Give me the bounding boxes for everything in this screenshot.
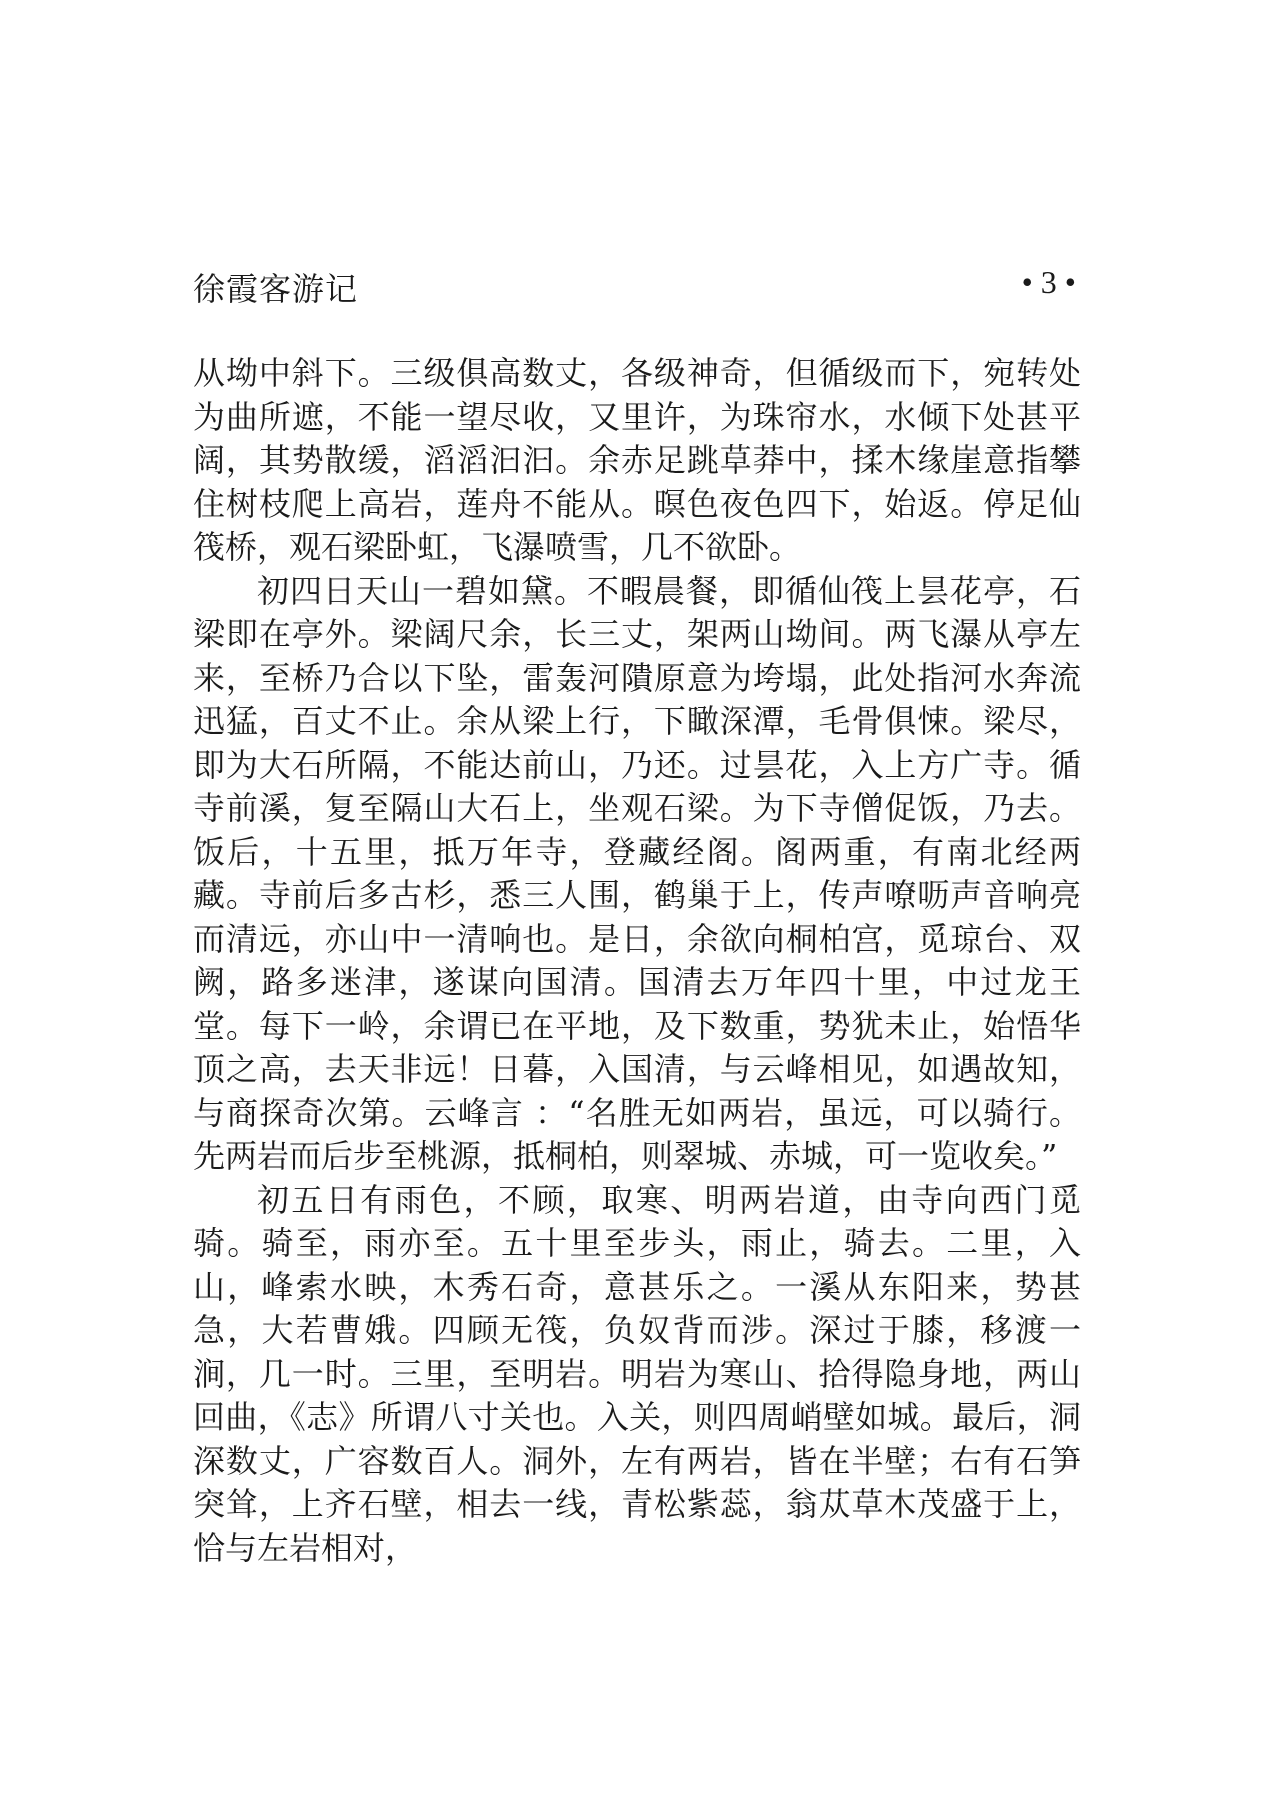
running-header [193,264,1076,308]
book-title: 徐霞客游记 [193,270,359,308]
body-text [193,352,1081,1570]
paragraph-day-five: 初五日有雨色，不顾，取寒、明两岩道，由寺向西门觅骑。骑至，雨亦至。五十里至步头，雨止，骑去。二里，入山，峰索水映，木秀石奇，意甚乐之。一溪从东阳来，势甚急，大若曹娥。四顾无筏，负奴背而涉。深过于膝，移渡一涧，几一时。三里，至明岩。明岩为寒山、拾得隐身地，两山回曲，《志》所谓八寸关也。入关，则四周峭壁如城。最后，洞深数丈，广容数百人。洞外，左有两岩，皆在半壁；右有石笋突耸，上齐石壁，相去一线，青松紫蕊，翁苁草木茂盛于上，恰与左岩相对， [193,1180,1081,1567]
paragraph-day-four: 初四日天山一碧如黛。不暇晨餐，即循仙筏上昙花亭，石梁即在亭外。梁阔尺余，长三丈，架两山坳间。两飞瀑从亭左来，至桥乃合以下坠，雷轰河隤原意为垮塌，此处指河水奔流迅猛，百丈不止。余从梁上行，下瞰深潭，毛骨俱悚。梁尽，即为大石所隔，不能达前山，乃还。过昙花，入上方广寺。循寺前溪，复至隔山大石上，坐观石梁。为下寺僧促饭，乃去。饭后，十五里，抵万年寺，登藏经阁。阁两重，有南北经两藏。寺前后多古杉，悉三人围，鹤巢于上，传声嘹呖声音响亮而清远，亦山中一清响也。是日，余欲向桐柏宫，觅琼台、双阙，路多迷津，遂谋向国清。国清去万年四十里，中过龙王堂。每下一岭，余谓已在平地，及下数重，势犹未止，始悟华顶之高，去天非远！日暮，入国清，与云峰相见，如遇故知，与商探奇次第。云峰言 ：“名胜无如两岩，虽远，可以骑行。先两岩而后步至桃源，抵桐柏，则翠城、赤城，可一览收矣。” [193,571,1081,1175]
paragraph-continuation: 从坳中斜下。三级俱高数丈，各级神奇，但循级而下，宛转处为曲所遮，不能一望尽收，又里许，为珠帘水，水倾下处甚平阔，其势散缓，滔滔汩汩。余赤足跳草莽中，揉木缘崖意指攀住树枝爬上高岩，莲舟不能从。暝色夜色四下，始返。停足仙筏桥，观石梁卧虹，飞瀑喷雪，几不欲卧。 [193,354,1081,566]
page-number: • 3 • [1021,264,1076,300]
